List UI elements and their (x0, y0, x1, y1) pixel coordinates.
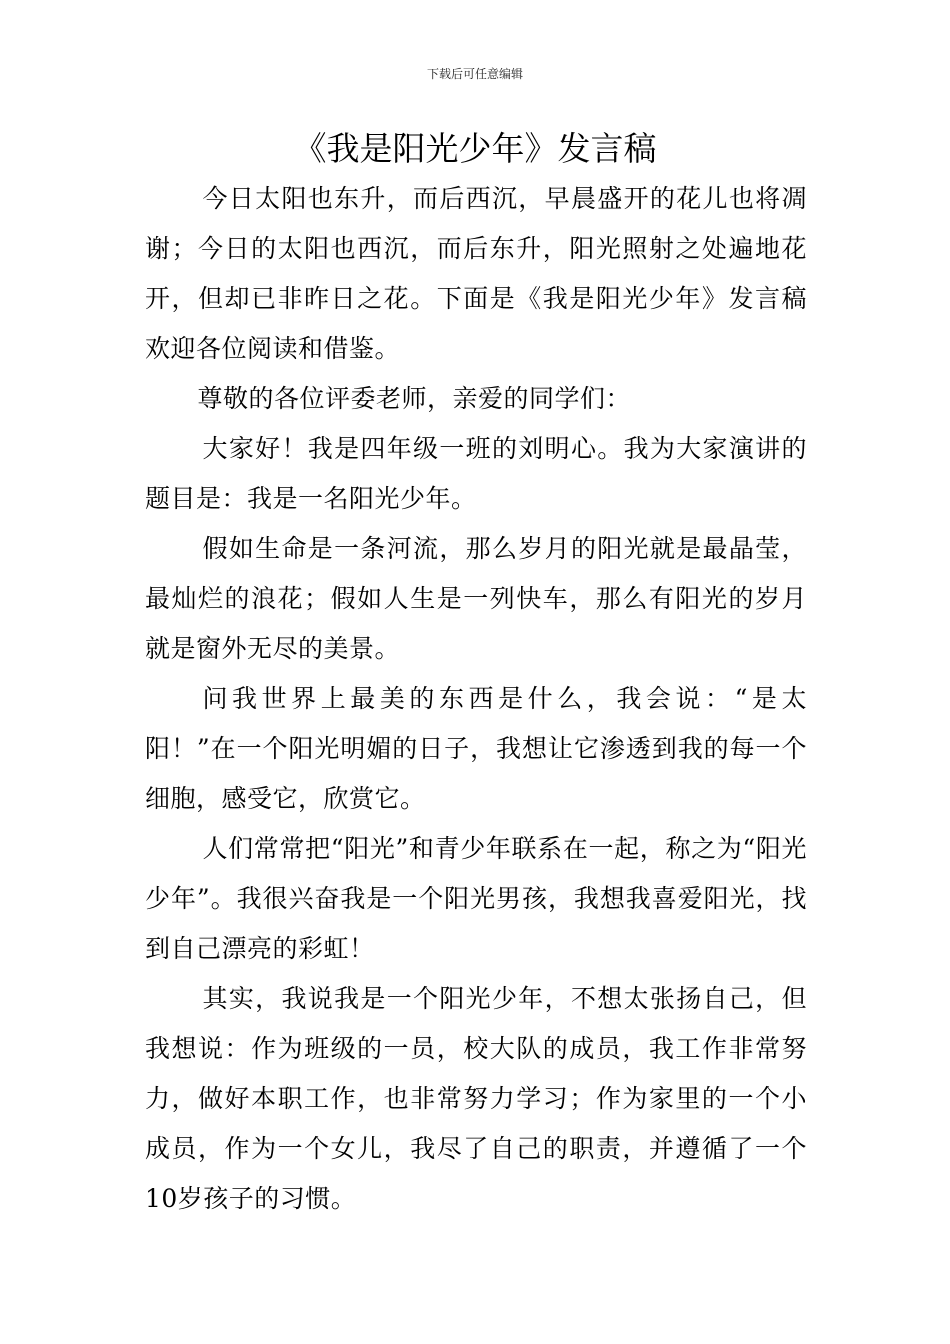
document-title: 《我是阳光少年》发言稿 (293, 129, 657, 168)
paragraph-salutation: 尊敬的各位评委老师，亲爱的同学们： (197, 384, 632, 413)
paragraph-intro: 今日太阳也东升，而后西沉，早晨盛开的花儿也将凋谢；今日的太阳也西沉，而后东升，阳光照射之处遍地花开，但却已非昨日之花。下面是《我是阳光少年》发言稿欢迎各位阅读和借鉴。 (145, 184, 807, 363)
paragraph-metaphor: 假如生命是一条河流，那么岁月的阳光就是最晶莹，最灿烂的浪花；假如人生是一列快车，那么有阳光的岁月就是窗外无尽的美景。 (145, 534, 807, 663)
paragraph-sun: 问我世界上最美的东西是什么，我会说：“是太阳！”在一个阳光明媚的日子，我想让它渗透到我的每一个细胞，感受它，欣赏它。 (145, 684, 807, 813)
document-body (145, 174, 807, 1224)
paragraph-greeting: 大家好！我是四年级一班的刘明心。我为大家演讲的题目是：我是一名阳光少年。 (145, 434, 807, 513)
header-note: 下载后可任意编辑 (426, 67, 523, 81)
paragraph-self-description: 其实，我说我是一个阳光少年，不想太张扬自己，但我想说：作为班级的一员，校大队的成员，我工作非常努力，做好本职工作，也非常努力学习；作为家里的一个小成员，作为一个女儿，我尽了自己的职责，并遵循了一个10岁孩子的习惯。 (145, 984, 807, 1213)
paragraph-sunshine-youth: 人们常常把“阳光”和青少年联系在一起，称之为“阳光少年”。我很兴奋我是一个阳光男孩，我想我喜爱阳光，找到自己漂亮的彩虹！ (145, 834, 807, 963)
